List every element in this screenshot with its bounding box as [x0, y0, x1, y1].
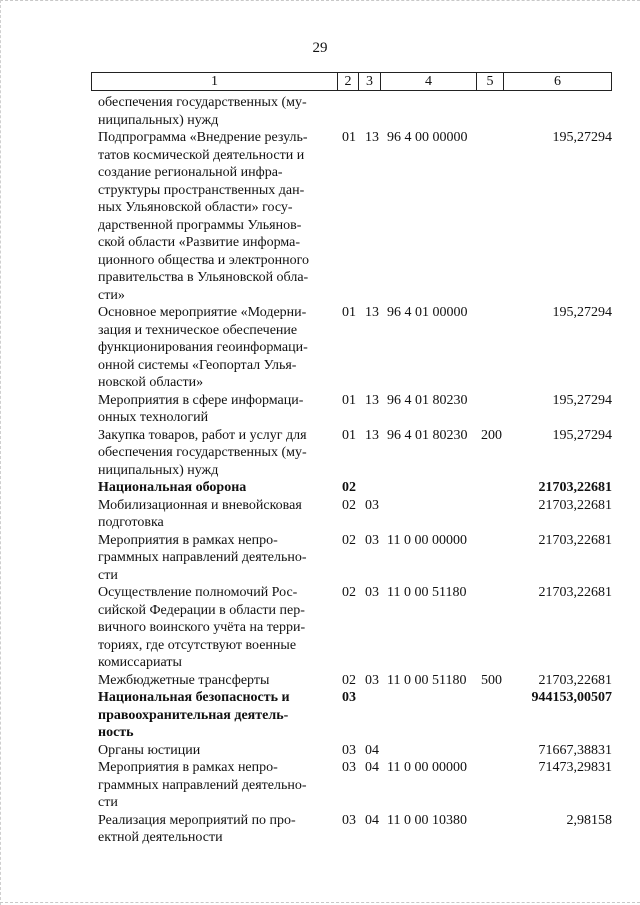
row-name: Подпрограмма «Внедрение резуль- татов космической деятельности и создание региональной инфра- структуры пространственных дан- ных Ульяновской области» госу- дарственной программы Ульянов- ской области «Развитие информа- ционного общества и электронного правительства в Ульяновской обла- сти»	[98, 130, 310, 303]
row-amount: 21703,22681	[538, 497, 612, 513]
row-subsection-code: 03	[365, 532, 379, 548]
table-row	[0, 497, 640, 532]
row-target-article-code: 11 0 00 51180	[387, 672, 467, 688]
table-row	[0, 129, 640, 304]
row-expense-type-code: 500	[481, 672, 502, 688]
row-name: Национальная оборона	[98, 480, 247, 495]
row-amount: 944153,00507	[531, 690, 612, 705]
row-name: Мероприятия в рамках непро- граммных направлений деятельно- сти	[98, 760, 307, 810]
page-number: 29	[312, 40, 328, 56]
column-header-2: 2	[338, 73, 359, 91]
row-amount: 21703,22681	[538, 672, 612, 688]
row-section-code: 02	[342, 497, 356, 513]
row-section-code: 01	[342, 392, 356, 408]
table-row	[0, 584, 640, 672]
row-amount: 195,27294	[552, 392, 612, 408]
row-subsection-code: 03	[365, 585, 379, 600]
row-section-code: 03	[342, 760, 356, 775]
row-section-code: 01	[342, 305, 356, 320]
row-amount: 195,27294	[552, 130, 612, 145]
row-subsection-code: 13	[365, 305, 379, 320]
row-subsection-code: 13	[365, 392, 379, 408]
row-amount: 21703,22681	[538, 585, 612, 600]
table-row	[0, 672, 640, 690]
row-amount: 71667,38831	[538, 742, 612, 758]
row-name: Межбюджетные трансферты	[98, 672, 270, 688]
row-amount: 21703,22681	[538, 480, 612, 495]
row-subsection-code: 03	[365, 672, 379, 688]
row-target-article-code: 11 0 00 51180	[387, 585, 467, 600]
row-name: Мобилизационная и вневойсковая подготовка	[98, 497, 302, 530]
row-subsection-code: 13	[365, 130, 379, 145]
column-header-3: 3	[359, 73, 381, 91]
row-name: Мероприятия в рамках непро- граммных направлений деятельно- сти	[98, 532, 307, 583]
row-amount: 21703,22681	[538, 532, 612, 548]
row-subsection-code: 04	[365, 760, 379, 775]
column-header-table	[91, 72, 612, 91]
row-expense-type-code: 200	[481, 427, 502, 443]
column-header-row	[92, 73, 612, 91]
row-subsection-code: 04	[365, 812, 379, 828]
table-row	[0, 742, 640, 760]
row-amount: 195,27294	[552, 305, 612, 320]
column-header-4: 4	[381, 73, 477, 91]
scan-edge-top	[0, 0, 640, 1]
table-row	[0, 532, 640, 585]
row-section-code: 02	[342, 532, 356, 548]
row-name: Осуществление полномочий Рос- сийской Федерации в области пер- вичного воинского учёта на терри- ториях, где отсутствуют военные комиссариаты	[98, 585, 306, 670]
table-row	[0, 392, 640, 427]
table-row	[0, 812, 640, 847]
table-row	[0, 304, 640, 392]
scan-edge-bottom	[0, 902, 640, 903]
table-row	[0, 759, 640, 812]
row-section-code: 03	[342, 742, 356, 758]
row-section-code: 03	[342, 812, 356, 828]
row-amount: 195,27294	[552, 427, 612, 443]
row-target-article-code: 11 0 00 10380	[387, 812, 467, 828]
row-name: обеспечения государственных (му- ниципальных) нужд	[98, 95, 307, 128]
row-name: Основное мероприятие «Модерни- зация и техническое обеспечение функционирования геоинформаци- онной системы «Геопортал Улья- новской области»	[98, 305, 308, 390]
row-name: Закупка товаров, работ и услуг для обеспечения государственных (му- ниципальных) нужд	[98, 427, 307, 478]
row-subsection-code: 04	[365, 742, 379, 758]
row-subsection-code: 13	[365, 427, 379, 443]
row-target-article-code: 11 0 00 00000	[387, 532, 467, 548]
table-row	[0, 689, 640, 742]
row-name: Национальная безопасность и правоохранительная деятель- ность	[98, 690, 290, 740]
budget-rows	[0, 94, 640, 847]
row-section-code: 02	[342, 585, 356, 600]
row-amount: 2,98158	[566, 812, 612, 828]
row-target-article-code: 96 4 01 80230	[387, 392, 468, 408]
row-amount: 71473,29831	[538, 760, 612, 775]
column-header-1: 1	[92, 73, 338, 91]
row-target-article-code: 96 4 01 80230	[387, 427, 468, 443]
table-row	[0, 479, 640, 497]
row-name: Органы юстиции	[98, 742, 201, 758]
row-section-code: 01	[342, 427, 356, 443]
row-section-code: 03	[342, 690, 356, 705]
table-row	[0, 427, 640, 480]
row-target-article-code: 96 4 01 00000	[387, 305, 468, 320]
row-name: Реализация мероприятий по про- ектной деятельности	[98, 812, 296, 845]
row-target-article-code: 96 4 00 00000	[387, 130, 468, 145]
row-section-code: 02	[342, 672, 356, 688]
column-header-5: 5	[477, 73, 504, 91]
row-name: Мероприятия в сфере информаци- онных технологий	[98, 392, 304, 425]
row-section-code: 02	[342, 480, 356, 495]
row-subsection-code: 03	[365, 497, 379, 513]
table-row	[0, 94, 640, 129]
row-target-article-code: 11 0 00 00000	[387, 760, 467, 775]
row-section-code: 01	[342, 130, 356, 145]
column-header-6: 6	[504, 73, 612, 91]
